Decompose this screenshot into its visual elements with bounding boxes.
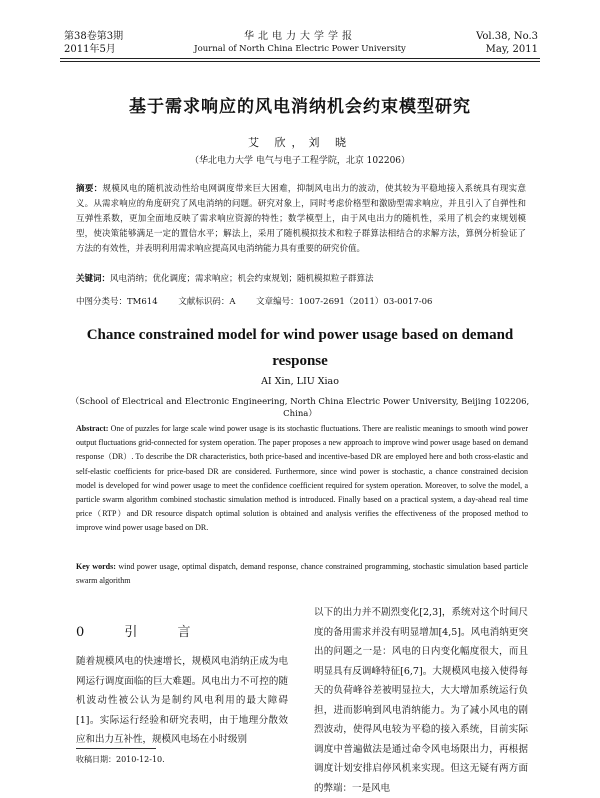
received-date: 收稿日期：2010-12-10. bbox=[76, 755, 165, 764]
doc-code: 文献标识码：A bbox=[178, 297, 236, 307]
date-en: May, 2011 bbox=[485, 44, 538, 55]
paper-title-cn: 基于需求响应的风电消纳机会约束模型研究 bbox=[129, 97, 471, 117]
authors-en: AI Xin, LIU Xiao bbox=[261, 376, 339, 387]
keywords-cn-text: 风电消纳；优化调度；需求响应；机会约束规划；随机模拟粒子群算法 bbox=[110, 274, 374, 284]
footnote-rule bbox=[76, 748, 156, 749]
header-rule bbox=[60, 58, 540, 59]
date-cn: 2011年5月 bbox=[64, 44, 116, 55]
keywords-cn-label: 关键词： bbox=[76, 274, 111, 284]
keywords-cn bbox=[76, 272, 526, 287]
volume-en: Vol.38, No.3 bbox=[476, 31, 538, 42]
abstract-en bbox=[76, 422, 528, 536]
affiliation-cn: （华北电力大学 电气与电子工程学院，北京 102206） bbox=[189, 156, 411, 166]
keywords-en-text: wind power usage, optimal dispatch, demand response, chance constrained programming, stochastic simulation based particle swarm algorithm bbox=[76, 562, 529, 586]
abstract-cn-label: 摘要： bbox=[76, 184, 103, 194]
volume-cn: 第38卷第3期 bbox=[64, 31, 124, 42]
section-heading: 0 引 言 bbox=[76, 625, 209, 640]
clc-code: 中图分类号：TM614 bbox=[76, 297, 158, 307]
body-right-column: 以下的出力并不剧烈变化[2,3]，系统对这个时间尺度的备用需求并没有明显增加[4,5]。风电消纳更突出的问题之一是：风电的日内变化幅度很大，而且明显具有反调峰特征[6,7]。大规模风电接入使得每天的负荷峰谷差被明显拉大，大大增加系统运行负担，进而影响到风电消纳能力。为了减小风电的剧烈波动，使得风电较为平稳的接入系统，目前实际调度中普遍做法是通过命令风电场限出力，再根据调度计划安排启停风机来实现。但这无疑有两方面的弊端：一是风电 bbox=[314, 607, 528, 794]
meta-cn bbox=[76, 295, 536, 307]
keywords-en bbox=[76, 560, 528, 588]
header-center bbox=[170, 30, 430, 56]
journal-en: Journal of North China Electric Power University bbox=[194, 44, 406, 54]
journal-cn: 华北电力大学学报 bbox=[244, 31, 356, 42]
body-left-column: 随着规模风电的快速增长，规模风电消纳正成为电网运行调度面临的巨大难题。风电出力不可控的随机波动性被公认为是制约风电利用的最大障碍[1]。实际运行经验和研究表明，由于地理分散效应和出力互补性，规模风电场在小时级别 bbox=[76, 656, 288, 745]
article-number: 文章编号：1007-2691（2011）03-0017-06 bbox=[256, 297, 433, 307]
header-left bbox=[64, 30, 123, 56]
abstract-en-text: One of puzzles for large scale wind power usage is its stochastic fluctuations. There are realistic meanings to smooth wind power output fluctuations grid-connected for system operation. The paper proposes a new approach to improve wind power usage based on demand response（DR）. To describe the DR characteristics, both price-based and incentive-based DR are employed here and both cross-elastic and self-elastic coefficients for price-based DR are considered. Furthermore, since wind power is stochastic, a chance constrained decision model is developed for wind power usage to meet the confidence coefficient required for system operation. Moreover, to solve the model, a particle swarm algorithm combined stochastic simulation method is introduced. Finally based on a practical system, a day-ahead real time price（RTP）and DR resource dispatch optimal solution is obtained and analysis verifies the effectiveness of the proposed method to improve wind power usage based on DR. bbox=[76, 424, 529, 533]
header-rule-thin bbox=[60, 61, 540, 62]
paper-title-en: Chance constrained model for wind power usage based on demand response bbox=[86, 327, 514, 369]
abstract-cn-text: 规模风电的随机波动性给电网调度带来巨大困难，抑制风电出力的波动，使其较为平稳地接入系统具有现实意义。从需求响应的角度研究了风电消纳的问题。研究对象上，同时考虑价格型和激励型需求响应，并且引入了自弹性和互弹性系数，更加全面地反映了需求响应资源的特性；数学模型上，由于风电出力的随机性，采用了机会约束规划模型，使决策能够满足一定的置信水平；解法上，采用了随机模拟技术和粒子群算法相结合的求解方法，算例分析验证了方法的有效性，并表明利用需求响应提高风电消纳能力具有重要的研究价值。 bbox=[76, 184, 526, 254]
abstract-en-label: Abstract: bbox=[76, 424, 109, 433]
abstract-cn bbox=[76, 182, 526, 257]
keywords-en-label: Key words: bbox=[76, 562, 116, 571]
affiliation-en: （School of Electrical and Electronic Engineering, North China Electric Power University, Beijing 102206, China） bbox=[70, 397, 530, 419]
header-right bbox=[476, 30, 538, 56]
authors-cn: 艾 欣，刘 晓 bbox=[248, 136, 352, 149]
